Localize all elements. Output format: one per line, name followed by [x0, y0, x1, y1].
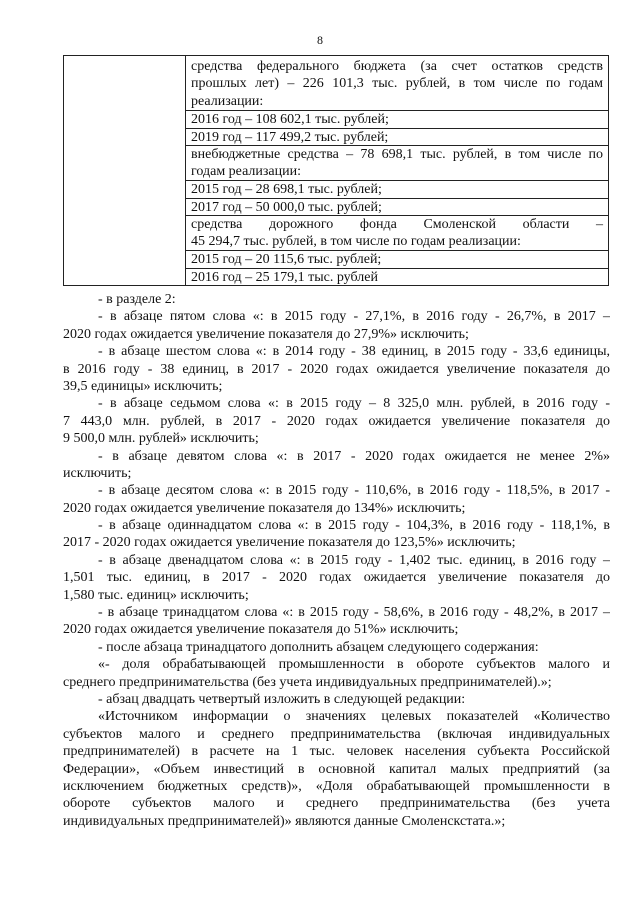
text-line: - в абзаце тринадцатом слова «: в 2015 году - 58,6%, в 2016 году - 48,2%, в 2017 –	[98, 605, 610, 621]
text-line: субъектов малого и среднего предпринимательства (включая индивидуальных	[63, 726, 610, 742]
text-line: 2020 годах ожидается увеличение показателя до 51%» исключить;	[63, 622, 459, 638]
text-line: - абзац двадцать четвертый изложить в следующей редакции:	[98, 691, 466, 707]
table-line: средства федерального бюджета (за счет остатков средств	[191, 59, 603, 74]
text-line: - в абзаце шестом слова «: в 2014 году - 38 единиц, в 2015 году - 33,6 единицы,	[98, 344, 610, 360]
table-line: 2015 год – 20 115,6 тыс. рублей;	[186, 250, 608, 268]
text-line: - в абзаце девятом слова «: в 2017 - 2020 годах ожидается не менее 2%»	[98, 448, 610, 464]
table-line: внебюджетные средства – 78 698,1 тыс. рублей, в том числе по	[186, 145, 608, 163]
text-line: 2020 годах ожидается увеличение показателя до 134%» исключить;	[63, 500, 466, 516]
table-line: 2016 год – 25 179,1 тыс. рублей	[186, 268, 608, 286]
text-line: - после абзаца тринадцатого дополнить абзацем следующего содержания:	[98, 639, 539, 655]
text-line: 9 500,0 млн. рублей» исключить;	[63, 431, 259, 447]
text-line: исключением бюджетных средств)», «Доля обрабатывающей промышленности в	[63, 778, 610, 794]
text-line: - в абзаце седьмом слова «: в 2015 году – 8 325,0 млн. рублей, в 2016 году -	[98, 396, 610, 412]
text-line: 39,5 единицы» исключить;	[63, 378, 223, 394]
text-line: «- доля обрабатывающей промышленности в обороте субъектов малого и	[98, 657, 610, 673]
text-line: - в абзаце двенадцатом слова «: в 2015 году - 1,402 тыс. единиц, в 2016 году –	[98, 552, 610, 568]
text-line: исключить;	[63, 465, 132, 481]
text-line: обороте субъектов малого и среднего предпринимательства (без учета	[63, 796, 610, 812]
text-line: - в абзаце одиннадцатом слова «: в 2015 году - 104,3%, в 2016 году - 118,1%, в	[98, 518, 610, 534]
table-line: прошлых лет) – 226 101,3 тыс. рублей, в том числе по годам	[191, 76, 603, 91]
page-number: 8	[317, 33, 323, 47]
text-line: 2017 - 2020 годах ожидается увеличение показателя до 123,5%» исключить;	[63, 535, 516, 551]
text-line: среднего предпринимательства (без учета индивидуальных предпринимателей).»;	[63, 674, 552, 690]
table-line: 2019 год – 117 499,2 тыс. рублей;	[186, 128, 608, 146]
table-line: реализации:	[191, 93, 264, 109]
table-right-cell	[186, 56, 608, 285]
table-left-cell	[64, 56, 186, 285]
text-line: «Источником информации о значениях целевых показателей «Количество	[98, 709, 610, 725]
table-line: 45 294,7 тыс. рублей, в том числе по годам реализации:	[191, 233, 521, 249]
table-line: годам реализации:	[191, 163, 301, 179]
text-line: индивидуальных предпринимателей)» являются данные Смоленскстата.»;	[63, 813, 506, 829]
table-line: средства дорожного фонда Смоленской области –	[186, 215, 608, 233]
funding-table	[63, 55, 609, 286]
text-line: 2020 годах ожидается увеличение показателя до 27,9%» исключить;	[63, 326, 469, 342]
table-line: 2017 год – 50 000,0 тыс. рублей;	[186, 198, 608, 216]
text-line: - в разделе 2:	[98, 292, 176, 307]
text-line: 1,501 тыс. единиц, в 2017 - 2020 годах ожидается увеличение показателя до	[63, 570, 610, 586]
text-line: предпринимателей) в расчете на 1 тыс. человек населения субъекта Российской	[63, 744, 610, 760]
table-line: 2016 год – 108 602,1 тыс. рублей;	[186, 110, 608, 128]
text-line: в 2016 году - 38 единиц, в 2017 - 2020 годах ожидается увеличение показателя до	[63, 361, 610, 377]
table-line: 2015 год – 28 698,1 тыс. рублей;	[186, 180, 608, 198]
text-line: Федерации», «Объем инвестиций в основной капитал малых предприятий (за	[63, 761, 610, 777]
document-body	[63, 291, 610, 830]
text-line: 7 443,0 млн. рублей, в 2017 - 2020 годах ожидается увеличение показателя до	[63, 413, 610, 429]
text-line: - в абзаце десятом слова «: в 2015 году - 110,6%, в 2016 году - 118,5%, в 2017 -	[98, 483, 610, 499]
text-line: - в абзаце пятом слова «: в 2015 году - 27,1%, в 2016 году - 26,7%, в 2017 –	[98, 309, 610, 325]
text-line: 1,580 тыс. единиц» исключить;	[63, 587, 249, 603]
